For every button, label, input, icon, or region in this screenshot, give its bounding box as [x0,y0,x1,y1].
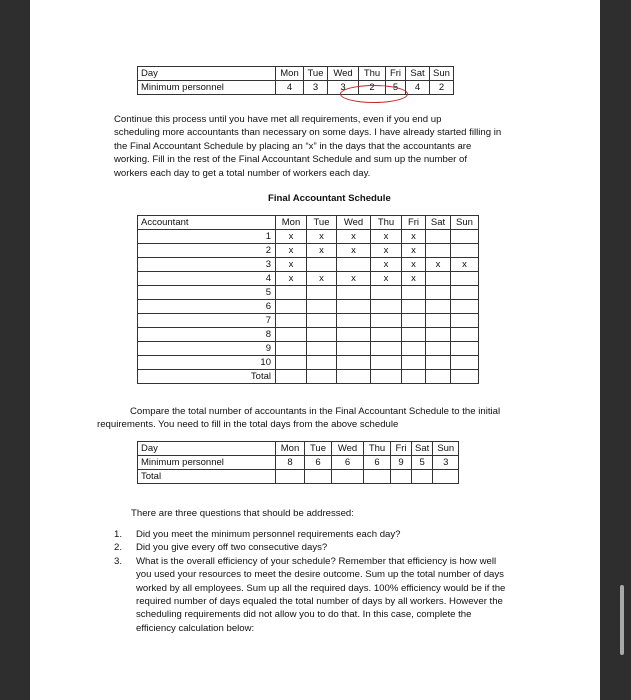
table-row [138,356,479,370]
column-header: Sun [433,442,459,456]
table-cell [426,370,451,384]
table-cell [426,244,451,258]
table-cell [337,258,371,272]
table-cell: x [371,244,402,258]
table-row [138,314,479,328]
table-row [138,258,479,272]
table-row [138,342,479,356]
row-label: Total [138,470,276,484]
minimum-personnel-table [137,66,454,95]
table-cell [307,370,337,384]
table-cell [276,370,307,384]
list-number: 1. [114,529,123,540]
table-cell [337,328,371,342]
comparison-table [137,441,459,484]
table-cell [307,314,337,328]
table-cell [402,300,426,314]
text-line: worked by all employees. Sum up all the required days. 100% efficiency would be if the [136,582,506,594]
final-accountant-schedule-table [137,215,479,384]
table-cell [451,328,479,342]
table-cell: x [276,258,307,272]
table-cell [426,272,451,286]
table-row [138,244,479,258]
column-header: Sat [426,216,451,230]
table-cell [426,328,451,342]
table-cell: x [307,272,337,286]
table-cell [307,356,337,370]
table-cell [305,470,332,484]
table-row [138,81,454,95]
column-header: Thu [359,67,386,81]
viewer-right-frame [600,0,631,700]
row-label: Minimum personnel [138,456,276,470]
row-label: 4 [138,272,276,286]
row-label: 8 [138,328,276,342]
list-number: 2. [114,542,123,554]
table-cell [426,286,451,300]
table-cell: x [402,230,426,244]
table-cell [371,300,402,314]
table-cell: x [337,230,371,244]
table-cell: 4 [276,81,304,95]
table-header-row [138,442,459,456]
column-header: Tue [305,442,332,456]
table-cell [451,230,479,244]
table-cell [307,286,337,300]
table-cell [364,470,391,484]
text-line: efficiency calculation below: [136,622,255,634]
table-cell [451,370,479,384]
table-cell: 5 [386,81,406,95]
table-row [138,456,459,470]
table-cell [371,370,402,384]
table-cell [451,300,479,314]
row-label: 1 [138,230,276,244]
table-cell [402,328,426,342]
table-cell: x [402,258,426,272]
column-header: Tue [304,67,328,81]
text-line: requirements. You need to fill in the total days from the above schedule [97,419,399,431]
column-header: Thu [364,442,391,456]
column-header: Fri [386,67,406,81]
column-header: Wed [337,216,371,230]
table-cell [402,342,426,356]
list-item [114,541,505,554]
viewer-left-frame [0,0,30,700]
row-label: 10 [138,356,276,370]
row-label: 7 [138,314,276,328]
table-cell [337,342,371,356]
table-cell [276,356,307,370]
table-cell: 6 [364,456,391,470]
questions-intro [131,507,354,520]
text-line: working. Fill in the rest of the Final Accountant Schedule and sum up the number of [114,154,468,166]
table-cell: 4 [406,81,430,95]
table-cell [402,286,426,300]
column-header: Mon [276,442,305,456]
table-cell [371,314,402,328]
row-label: 3 [138,258,276,272]
table-cell: x [276,244,307,258]
table-cell [412,470,433,484]
table-cell: x [276,230,307,244]
table-cell [451,342,479,356]
column-header: Mon [276,67,304,81]
column-header: Wed [332,442,364,456]
table-cell: 3 [328,81,359,95]
table-row [138,272,479,286]
list-item [114,555,505,635]
row-label: 9 [138,342,276,356]
table-cell: x [371,230,402,244]
scrollbar-thumb[interactable] [620,585,624,655]
table-cell [402,356,426,370]
row-label: 5 [138,286,276,300]
table-row [138,300,479,314]
table-cell [426,300,451,314]
table-cell [451,356,479,370]
text-line: the Final Accountant Schedule by placing an “x” in the days that the accountants are [114,140,472,152]
table-cell: x [337,272,371,286]
table-cell [371,286,402,300]
table-cell: x [307,244,337,258]
table-cell [276,342,307,356]
table-cell [337,286,371,300]
table-cell [337,356,371,370]
table-cell [402,370,426,384]
table-cell [276,470,305,484]
table-cell: x [307,230,337,244]
list-item [114,528,505,541]
table-cell: 2 [430,81,454,95]
table-cell: x [402,244,426,258]
column-header: Tue [307,216,337,230]
text-line: required number of days equaled the total number of days by all workers. However the [136,596,503,608]
table-cell: x [337,244,371,258]
table-cell: 3 [304,81,328,95]
column-header: Fri [391,442,412,456]
text-line: What is the overall efficiency of your schedule? Remember that efficiency is how well [136,555,497,567]
table-cell [426,230,451,244]
table-row [138,286,479,300]
table-cell [371,342,402,356]
text-line: Did you give every off two consecutive days? [136,542,328,554]
table-cell [451,244,479,258]
table-cell [337,300,371,314]
column-header: Wed [328,67,359,81]
text-line: scheduling more accountants than necessary on some days. I have already started filling in [114,127,502,139]
text-line: Compare the total number of accountants in the Final Accountant Schedule to the initial [130,406,501,417]
column-header: Sun [430,67,454,81]
text-line: Continue this process until you have met all requirements, even if you end up [114,114,442,125]
table-cell: 3 [433,456,459,470]
table-cell: 6 [305,456,332,470]
text-line: There are three questions that should be addressed: [131,508,354,519]
column-header: Mon [276,216,307,230]
table-cell [391,470,412,484]
column-header: Day [138,67,276,81]
text-line: workers each day to get a total number of workers each day. [114,167,371,179]
table-cell [451,314,479,328]
compare-paragraph [97,405,500,432]
row-label: 6 [138,300,276,314]
column-header: Sun [451,216,479,230]
table-cell [426,314,451,328]
table-cell [451,286,479,300]
table-cell [451,272,479,286]
text-line: you used your resources to meet the desire outcome. Sum up the total number of days [136,569,504,581]
table-cell [307,342,337,356]
list-number: 3. [114,555,123,567]
table-cell [332,470,364,484]
table-header-row [138,67,454,81]
table-cell [433,470,459,484]
table-cell [307,300,337,314]
final-schedule-title: Final Accountant Schedule [268,193,391,204]
table-row [138,370,479,384]
column-header: Sat [412,442,433,456]
column-header: Fri [402,216,426,230]
column-header: Day [138,442,276,456]
table-cell [276,286,307,300]
table-cell [276,328,307,342]
table-cell: 2 [359,81,386,95]
table-cell [337,314,371,328]
table-cell [371,356,402,370]
instructions-paragraph [114,113,501,180]
table-cell: 6 [332,456,364,470]
table-cell: x [371,272,402,286]
table-cell [307,328,337,342]
table-cell [402,314,426,328]
table-cell [426,356,451,370]
table-cell [307,258,337,272]
table-row [138,230,479,244]
table-header-row [138,216,479,230]
table-cell [371,328,402,342]
table-row [138,328,479,342]
table-cell: x [451,258,479,272]
table-cell: 5 [412,456,433,470]
text-line: Did you meet the minimum personnel requirements each day? [136,529,401,540]
table-cell [337,370,371,384]
row-label: Total [138,370,276,384]
table-cell: x [426,258,451,272]
table-cell [276,300,307,314]
row-label: 2 [138,244,276,258]
column-header: Accountant [138,216,276,230]
table-cell: x [402,272,426,286]
table-cell: x [371,258,402,272]
table-cell [426,342,451,356]
text-line: scheduling requirements did not allow you to do that. In this case, complete the [136,609,472,621]
table-row [138,470,459,484]
table-cell: x [276,272,307,286]
row-label: Minimum personnel [138,81,276,95]
table-cell: 8 [276,456,305,470]
column-header: Thu [371,216,402,230]
column-header: Sat [406,67,430,81]
table-cell [276,314,307,328]
table-cell: 9 [391,456,412,470]
questions-list [114,528,505,635]
